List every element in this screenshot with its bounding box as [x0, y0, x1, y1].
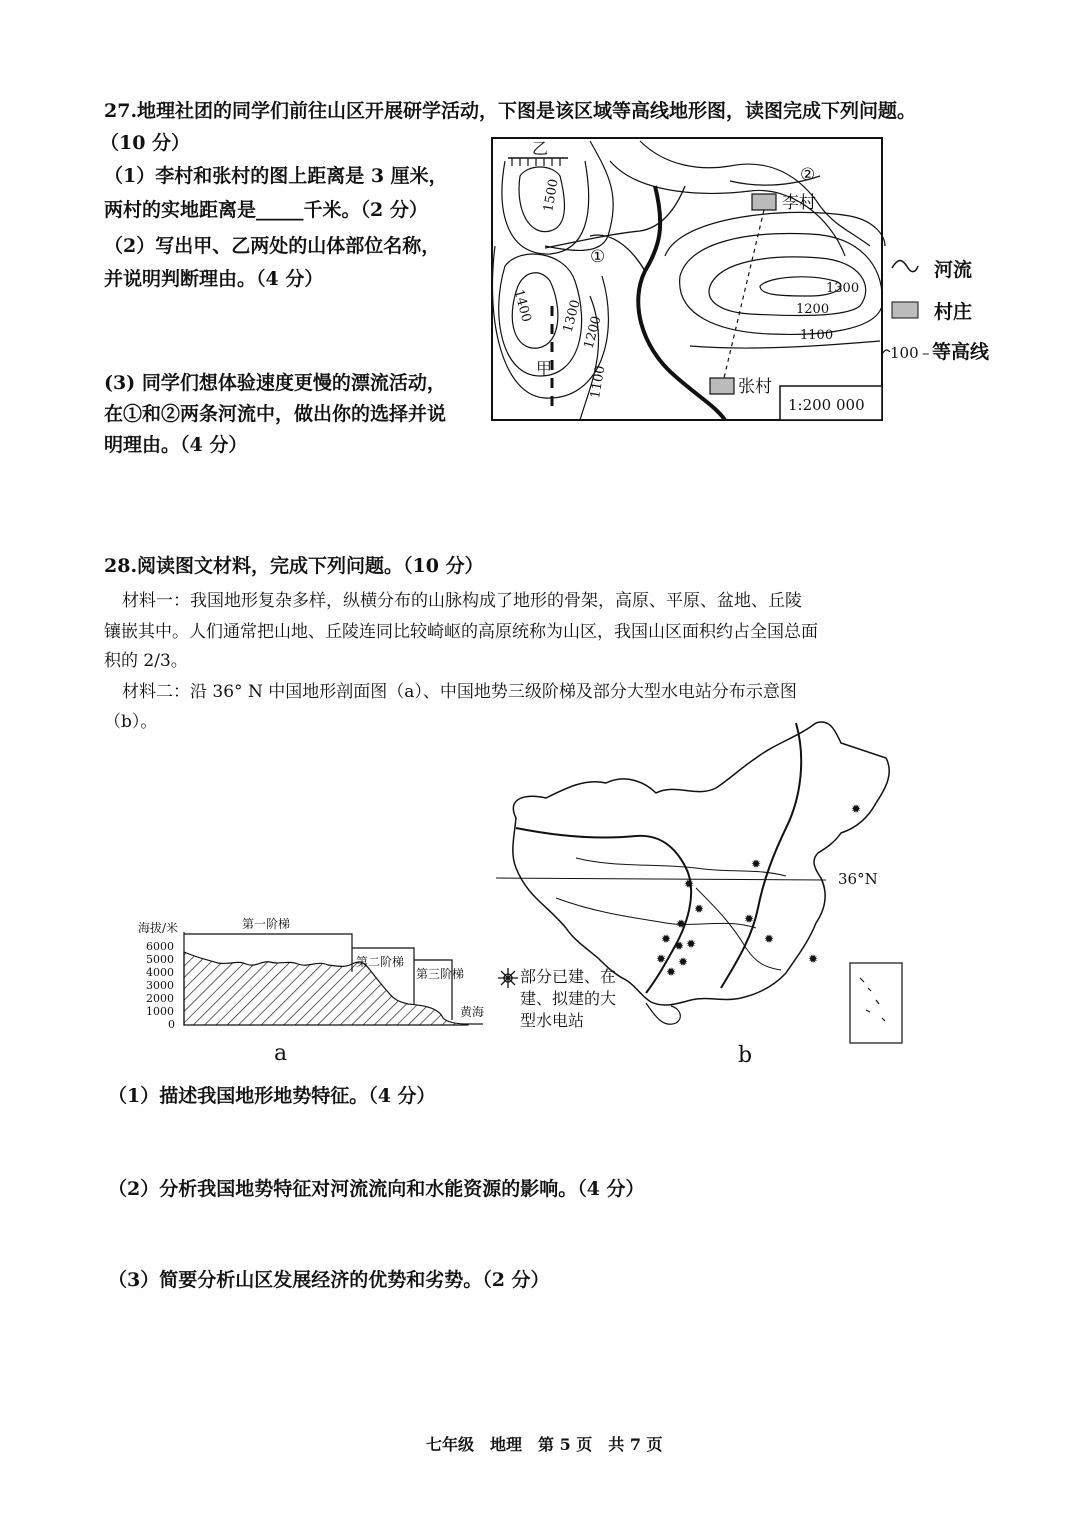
label-river1: ① [590, 247, 606, 267]
svg-text:✹: ✹ [676, 917, 687, 931]
svg-text:✹: ✹ [764, 932, 775, 946]
svg-text:✹: ✹ [744, 912, 755, 926]
profile-sea: 黄海 [460, 1005, 485, 1019]
legend-dash: – [922, 344, 930, 362]
q28-mat1-line3: 积的 2/3。 [104, 651, 188, 671]
legend-river: 河流 [934, 259, 973, 281]
ytick-5000: 5000 [146, 953, 174, 966]
legend-village: 村庄 [934, 301, 973, 323]
river-legend-icon [892, 261, 918, 272]
page-footer: 七年级 地理 第 5 页 共 7 页 [426, 1435, 663, 1454]
village-zhang-symbol [710, 378, 734, 394]
ytick-0: 0 [168, 1018, 175, 1031]
ytick-2000: 2000 [146, 992, 174, 1005]
q27-score: （10 分） [100, 132, 191, 154]
q27-sub3-line3: 明理由。（4 分） [104, 434, 248, 456]
contour-1100-right: 1100 [800, 328, 834, 343]
contour-1300-right: 1300 [826, 281, 860, 296]
svg-text:✹: ✹ [674, 939, 685, 953]
q28-sub3: （3）简要分析山区发展经济的优势和劣势。（2 分） [108, 1269, 550, 1291]
hydro-legend-line2: 建、拟建的大 [520, 989, 617, 1008]
china-map [496, 718, 896, 1068]
hydro-legend-line3: 型水电站 [520, 1011, 585, 1030]
q27-sub1-line2: 两村的实地距离是_____千米。（2 分） [104, 199, 428, 221]
chinamap-caption: b [738, 1043, 753, 1068]
svg-text:✹: ✹ [666, 965, 677, 979]
contour-map [490, 136, 890, 426]
q27-sub3-line1: (3) 同学们想体验速度更慢的漂流活动， [104, 372, 446, 394]
profile-ylabel: 海拔/米 [138, 921, 179, 935]
svg-text:✹: ✹ [684, 877, 695, 891]
contour-1300-left: 1300 [560, 298, 584, 335]
contour-1400: 1400 [510, 287, 534, 324]
ytick-1000: 1000 [146, 1005, 174, 1018]
map-legend [878, 254, 1018, 364]
china-outline [513, 722, 889, 1005]
profile-step2: 第二阶梯 [356, 955, 405, 969]
ytick-4000: 4000 [146, 966, 174, 979]
legend-contour: 等高线 [932, 341, 990, 363]
q28-mat2-line1: 材料二：沿 36° N 中国地形剖面图（a）、中国地势三级阶梯及部分大型水电站分布示意图 [122, 682, 797, 702]
contour-1500: 1500 [541, 177, 562, 214]
hydro-legend-line1: 部分已建、在 [520, 967, 617, 986]
q27-sub2-line2: 并说明判断理由。（4 分） [104, 268, 324, 290]
ytick-3000: 3000 [146, 979, 174, 992]
village-li: 李村 [782, 193, 816, 213]
svg-text:✹: ✹ [661, 932, 672, 946]
svg-text:✹: ✹ [656, 952, 667, 966]
terrain-profile [138, 910, 498, 1066]
map-scale: 1:200 000 [788, 396, 865, 414]
village-zhang: 张村 [738, 377, 772, 397]
village-legend-icon [892, 302, 918, 318]
profile-step1: 第一阶梯 [242, 917, 291, 931]
contour-1100-left: 1100 [588, 364, 609, 400]
q27-sub1-line1: （1）李村和张村的图上距离是 3 厘米， [104, 165, 448, 187]
q27-sub3-line2: 在①和②两条河流中，做出你的选择并说 [104, 403, 447, 425]
profile-yticks [146, 940, 175, 1031]
svg-text:✹: ✹ [678, 955, 689, 969]
label-river2: ② [800, 165, 816, 185]
svg-text:✹: ✹ [686, 937, 697, 951]
svg-text:✹: ✹ [851, 802, 862, 816]
label-yi: 乙 [532, 139, 549, 158]
svg-text:✹: ✹ [751, 857, 762, 871]
q28-sub2: （2）分析我国地势特征对河流流向和水能资源的影响。（4 分） [108, 1178, 645, 1200]
ytick-6000: 6000 [146, 940, 174, 953]
q28-title: 28.阅读图文材料，完成下列问题。（10 分） [104, 555, 484, 577]
q28-mat1-line1: 材料一：我国地形复杂多样，纵横分布的山脉构成了地形的骨架，高原、平原、盆地、丘陵 [122, 591, 802, 611]
contour-1200-left: 1200 [581, 314, 605, 351]
q28-mat2-line2: （b）。 [104, 712, 158, 732]
south-sea-inset [850, 963, 902, 1043]
svg-text:✹: ✹ [808, 952, 819, 966]
hydro-stations [656, 802, 861, 979]
profile-step3: 第三阶梯 [416, 967, 465, 981]
q28-sub1: （1）描述我国地形地势特征。（4 分） [108, 1085, 436, 1107]
q27-intro: 27.地理社团的同学们前往山区开展研学活动，下图是该区域等高线地形图，读图完成下列问题。 [104, 100, 917, 122]
contour-1200-right: 1200 [796, 302, 830, 317]
q27-sub2-line1: （2）写出甲、乙两处的山体部位名称， [104, 235, 441, 257]
svg-text:✹: ✹ [694, 902, 705, 916]
parallel-label: 36°N [838, 870, 878, 888]
label-jia: 甲 [536, 359, 553, 378]
profile-caption: a [274, 1041, 288, 1066]
q28-mat1-line2: 镶嵌其中。人们通常把山地、丘陵连同比较崎岖的高原统称为山区，我国山区面积约占全国总面 [104, 622, 818, 642]
village-li-symbol [752, 194, 776, 210]
legend-contour-value: 100 [890, 344, 919, 362]
